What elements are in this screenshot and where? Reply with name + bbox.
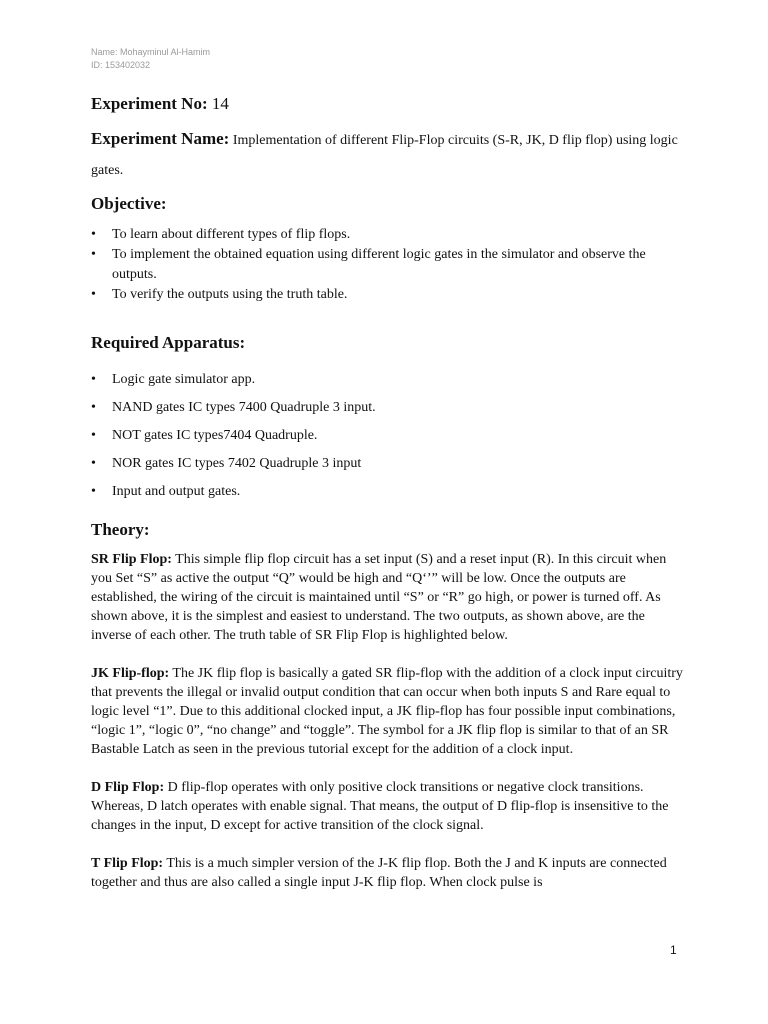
apparatus-item: • Logic gate simulator app. <box>91 370 687 390</box>
term-t: T Flip Flop: <box>91 856 164 871</box>
term-d: D Flip Flop: <box>91 780 165 795</box>
experiment-number-value: 14 <box>211 94 229 113</box>
theory-paragraph-d <box>91 778 687 835</box>
theory-paragraph-jk <box>91 664 687 759</box>
objective-item: • To learn about different types of flip flops. <box>91 225 687 245</box>
author-header <box>91 46 210 72</box>
text-jk: The JK flip flop is basically a gated SR flip-flop with the addition of a clock input circuitry that prevents the illegal or invalid output condition that can occur when both inputs S and Rare equal to logic level “1”. Due to this additional clocked input, a JK flip-flop has four possible input combinations, “logic 1”, “logic 0”, “no change” and “toggle”. The symbol for a JK flip flop is similar to that of an SR Bastable Latch as seen in the previous tutorial except for the addition of a clock input. <box>91 666 683 757</box>
term-sr: SR Flip Flop: <box>91 552 172 567</box>
experiment-name-value: Implementation of different Flip-Flop circuits (S-R, JK, D flip flop) using logic gates. <box>91 133 678 178</box>
text-d: D flip-flop operates with only positive clock transitions or negative clock transitions. Whereas, D latch operates with enable signal. That means, the output of D flip-flop is insensitive to the changes in the input, D except for active transition of the clock signal. <box>91 780 669 833</box>
experiment-number <box>91 93 687 115</box>
experiment-name-label: Experiment Name: <box>91 129 230 148</box>
term-jk: JK Flip-flop: <box>91 666 170 681</box>
objective-heading: Objective: <box>91 194 167 213</box>
objective-list <box>91 225 687 305</box>
apparatus-item: • NOT gates IC types7404 Quadruple. <box>91 426 687 446</box>
experiment-number-label: Experiment No: <box>91 94 208 113</box>
apparatus-heading: Required Apparatus: <box>91 333 246 352</box>
text-t: This is a much simpler version of the J-K flip flop. Both the J and K inputs are connected together and thus are also called a single input J-K flip flop. When clock pulse is <box>91 856 667 890</box>
document-body <box>91 93 687 892</box>
author-id: ID: 153402032 <box>91 60 151 70</box>
apparatus-item: • Input and output gates. <box>91 482 687 502</box>
theory-paragraph-t <box>91 854 687 892</box>
experiment-name <box>91 124 687 186</box>
author-name: Name: Mohayminul Al-Hamim <box>91 47 211 57</box>
apparatus-item: • NAND gates IC types 7400 Quadruple 3 input. <box>91 398 687 418</box>
objective-item: • To implement the obtained equation using different logic gates in the simulator and observe the outputs. <box>91 245 687 285</box>
objective-item: • To verify the outputs using the truth table. <box>91 285 687 305</box>
theory-paragraph-sr <box>91 550 687 645</box>
theory-heading: Theory: <box>91 520 150 539</box>
page-number: 1 <box>670 943 677 957</box>
apparatus-item: • NOR gates IC types 7402 Quadruple 3 input <box>91 454 687 474</box>
text-sr: This simple flip flop circuit has a set input (S) and a reset input (R). In this circuit when you Set “S” as active the output “Q” would be high and “Q‘’” will be low. Once the outputs are established, the wiring of the circuit is maintained until “S” or “R” go high, or power is turned off. As shown above, it is the simplest and easiest to understand. The two outputs, as shown above, are the inverse of each other. The truth table of SR Flip Flop is highlighted below. <box>91 552 667 643</box>
apparatus-list <box>91 370 687 502</box>
